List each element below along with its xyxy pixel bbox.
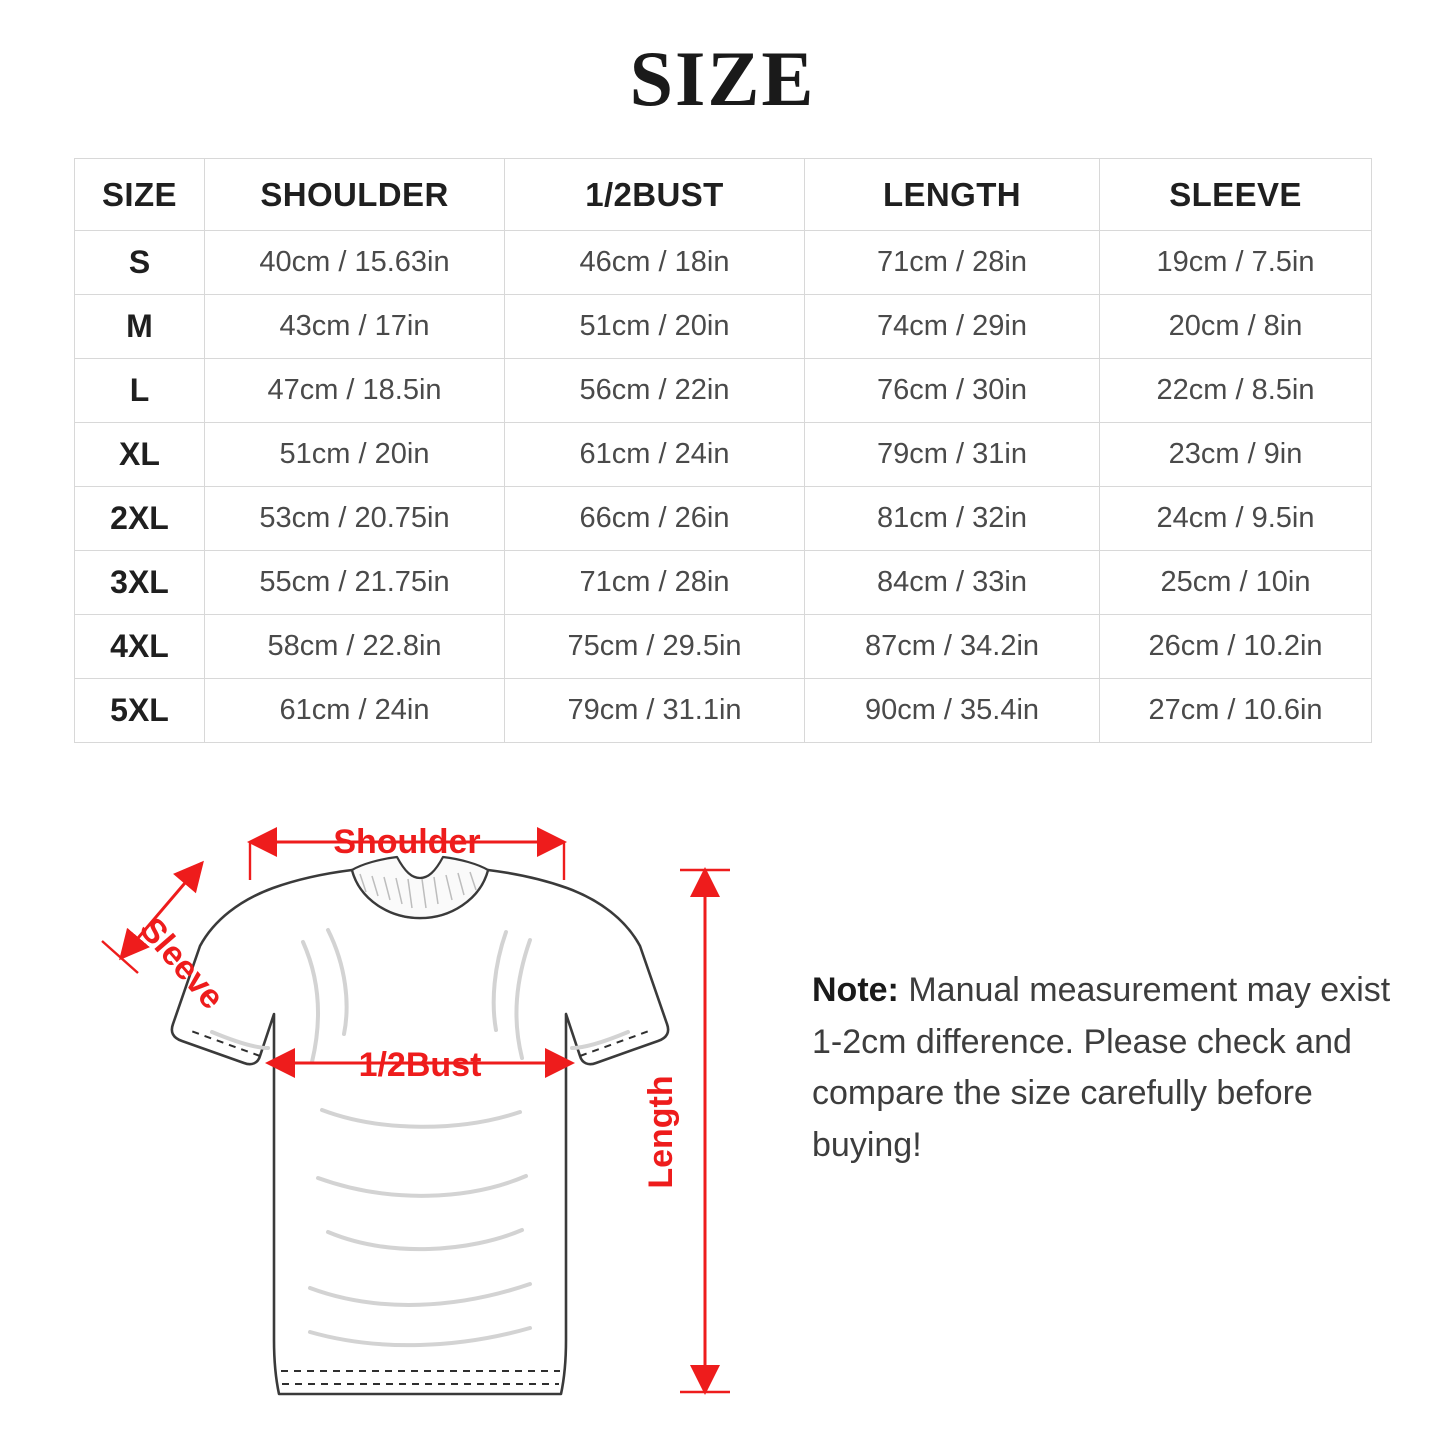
cell-sleeve: 23cm / 9in [1100, 423, 1372, 487]
cell-length: 87cm / 34.2in [805, 615, 1100, 679]
cell-sleeve: 25cm / 10in [1100, 551, 1372, 615]
cell-length: 81cm / 32in [805, 487, 1100, 551]
cell-bust: 79cm / 31.1in [505, 679, 805, 743]
cell-sleeve: 24cm / 9.5in [1100, 487, 1372, 551]
measurement-note [812, 965, 1392, 1172]
cell-sleeve: 19cm / 7.5in [1100, 231, 1372, 295]
note-label: Note: [812, 971, 899, 1009]
cell-sleeve: 22cm / 8.5in [1100, 359, 1372, 423]
table-row [75, 551, 1372, 615]
cell-length: 74cm / 29in [805, 295, 1100, 359]
table-row [75, 487, 1372, 551]
length-measurement [680, 870, 730, 1392]
cell-size: 4XL [75, 615, 205, 679]
cell-bust: 56cm / 22in [505, 359, 805, 423]
table-row [75, 615, 1372, 679]
cell-shoulder: 51cm / 20in [205, 423, 505, 487]
cell-shoulder: 47cm / 18.5in [205, 359, 505, 423]
table-header-row [75, 159, 1372, 231]
cell-bust: 46cm / 18in [505, 231, 805, 295]
cell-length: 76cm / 30in [805, 359, 1100, 423]
cell-size: 2XL [75, 487, 205, 551]
cell-bust: 71cm / 28in [505, 551, 805, 615]
table-row [75, 295, 1372, 359]
cell-shoulder: 43cm / 17in [205, 295, 505, 359]
size-table-container [74, 158, 1371, 743]
cell-size: S [75, 231, 205, 295]
cell-shoulder: 55cm / 21.75in [205, 551, 505, 615]
cell-sleeve: 20cm / 8in [1100, 295, 1372, 359]
label-shoulder: Shoulder [333, 823, 481, 861]
cell-bust: 75cm / 29.5in [505, 615, 805, 679]
cell-size: M [75, 295, 205, 359]
cell-shoulder: 58cm / 22.8in [205, 615, 505, 679]
cell-size: L [75, 359, 205, 423]
column-header-bust: 1/2BUST [505, 159, 805, 231]
label-sleeve: Sleeve [131, 910, 232, 1017]
column-header-length: LENGTH [805, 159, 1100, 231]
cell-bust: 51cm / 20in [505, 295, 805, 359]
cell-bust: 61cm / 24in [505, 423, 805, 487]
cell-size: 5XL [75, 679, 205, 743]
table-row [75, 359, 1372, 423]
cell-sleeve: 27cm / 10.6in [1100, 679, 1372, 743]
note-text: Manual measurement may exist 1-2cm difference. Please check and compare the size carefully before buying! [812, 971, 1391, 1165]
cell-shoulder: 61cm / 24in [205, 679, 505, 743]
cell-length: 79cm / 31in [805, 423, 1100, 487]
cell-length: 84cm / 33in [805, 551, 1100, 615]
tshirt-measurement-diagram [60, 780, 780, 1420]
column-header-size: SIZE [75, 159, 205, 231]
table-row [75, 423, 1372, 487]
table-row [75, 231, 1372, 295]
cell-length: 71cm / 28in [805, 231, 1100, 295]
cell-shoulder: 40cm / 15.63in [205, 231, 505, 295]
size-table [74, 158, 1372, 743]
table-row [75, 679, 1372, 743]
column-header-shoulder: SHOULDER [205, 159, 505, 231]
cell-size: XL [75, 423, 205, 487]
page-title: SIZE [629, 35, 816, 122]
label-half-bust: 1/2Bust [358, 1046, 482, 1084]
cell-shoulder: 53cm / 20.75in [205, 487, 505, 551]
cell-bust: 66cm / 26in [505, 487, 805, 551]
column-header-sleeve: SLEEVE [1100, 159, 1372, 231]
label-length: Length [642, 1075, 680, 1189]
cell-sleeve: 26cm / 10.2in [1100, 615, 1372, 679]
cell-size: 3XL [75, 551, 205, 615]
cell-length: 90cm / 35.4in [805, 679, 1100, 743]
